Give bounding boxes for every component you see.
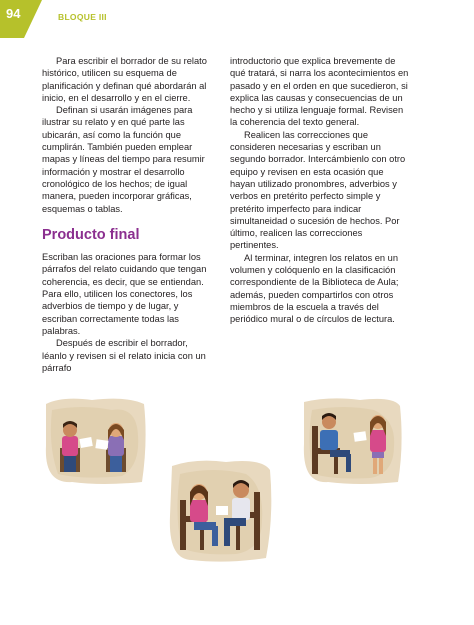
page-number-tab [0,0,50,40]
paragraph: Definan si usarán imágenes para ilustrar su relato y en qué parte las ubicarán, así como la función que cumplirán. También pueden emplear mapas y líneas del tiempo para resumir información y mostrar el desarrollo cronológico de los hechos; de igual manera, pueden incorporar gráficas, esquemas o tablas. [42,105,205,214]
block-label: BLOQUE III [58,12,107,22]
illustration-students-sharing [300,396,404,486]
paragraph: Realicen las correcciones que consideren necesarias y escriban un segundo borrador. Intercámbienlo con otro equipo y revisen en esta ocasión que hayan utilizado pronombres, adverbios y verbos en pretérito perfecto simple y pretérito imperfecto para indicar simultaneidad o sucesión de hechos. Por último, realicen las correcciones pertinentes. [230,129,406,251]
illustration-students-seated [166,456,274,564]
section-title: Producto final [42,226,140,243]
page-number: 94 [6,6,21,21]
paragraph: Después de escribir el borrador, léanlo y revisen si el relato inicia con un párrafo [42,338,206,373]
paragraph: Al terminar, integren los relatos en un volumen y colóquenlo en la clasificación correspondiente de la Biblioteca de Aula; además, pueden compartirlos con otros miembros de la escuela a través del periódico mural o de círculos de lectura. [230,252,399,325]
paragraph: Escriban las oraciones para formar los párrafos del relato cuidando que tengan coherencia, es decir, que se entiendan. Para ello, utilicen los conectores, los adverbios de tiempo y de lugar, y escriban correctamente todas las palabras. [42,252,207,336]
paragraph: Para escribir el borrador de su relato histórico, utilicen su esquema de planificación y definan qué abordarán al inicio, en el desarrollo y en el cierre. [42,56,207,103]
left-column [42,55,214,374]
paragraph: introductorio que explica brevemente de qué tratará, si narra los acontecimientos en pasado y en el orden en que sucedieron, si explica las causas y consecuencias de un hecho y si utiliza lenguaje formal. Revisen la coherencia del texto general. [230,56,409,128]
illustration-students-exchange [42,396,148,486]
right-column [230,55,410,326]
